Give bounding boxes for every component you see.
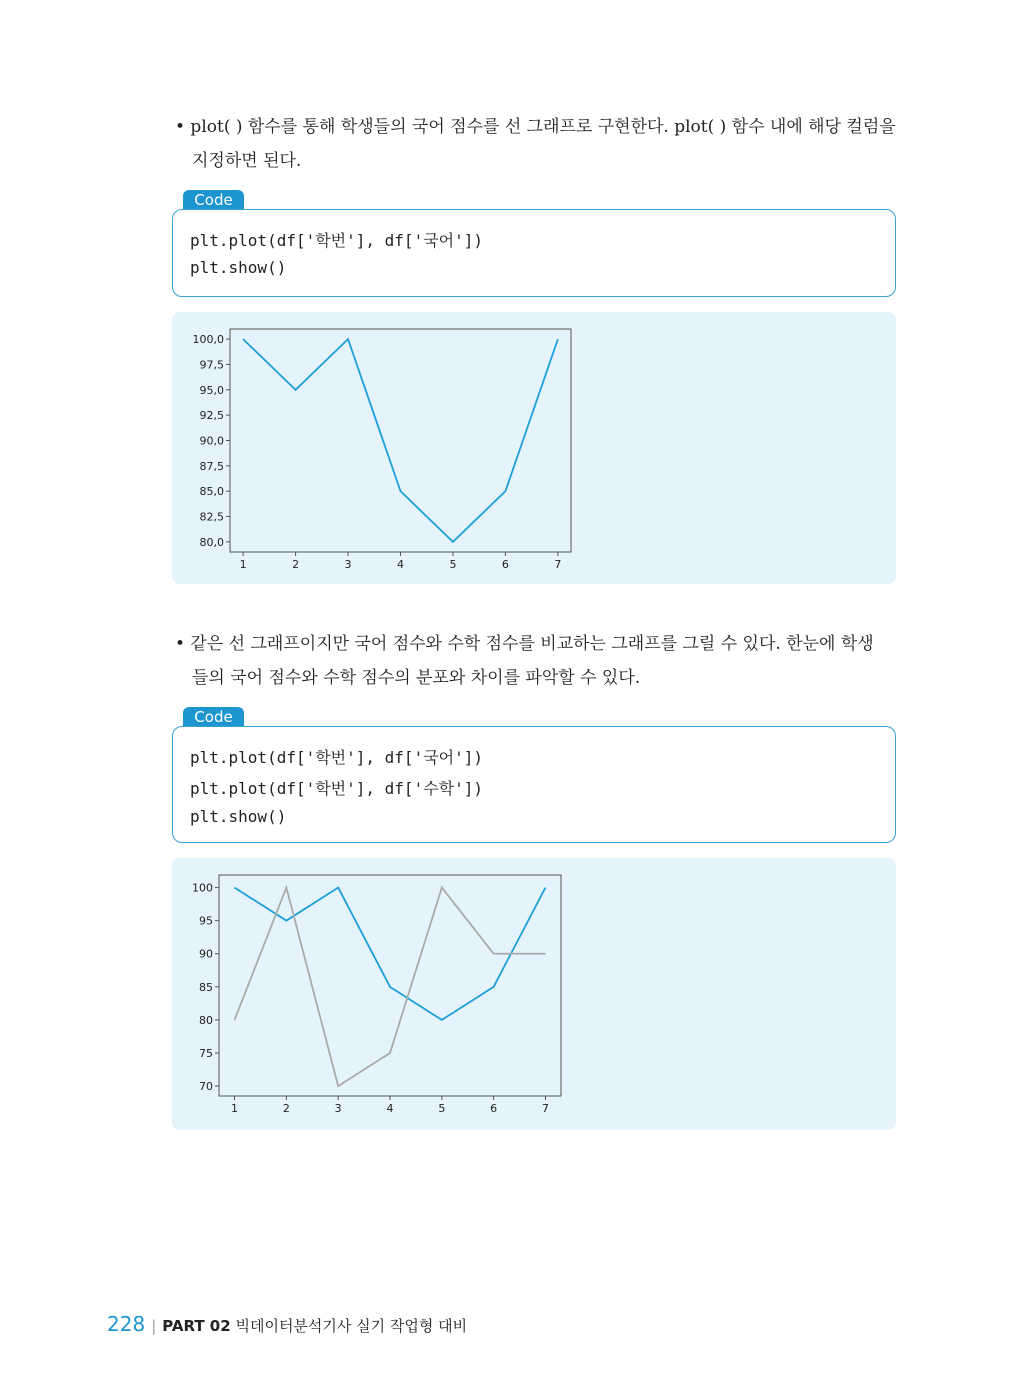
page-footer	[107, 1312, 467, 1336]
code-label-1: Code	[183, 190, 244, 210]
y-tick-label: 70	[199, 1080, 213, 1094]
page-number: 228	[107, 1312, 146, 1336]
x-tick-label: 1	[239, 558, 247, 571]
x-tick-label: 7	[554, 558, 562, 571]
y-tick-label: 95,0	[199, 383, 224, 397]
y-tick-label: 92,5	[199, 409, 224, 423]
bullet-2-line-2: 들의 국어 점수와 수학 점수의 분포와 차이를 파악할 수 있다.	[192, 668, 641, 688]
code-block-1	[172, 209, 896, 297]
y-tick-label: 90	[199, 947, 213, 961]
line-chart-2	[172, 858, 896, 1130]
bullet-paragraph-2	[175, 627, 905, 695]
y-tick-label: 80	[199, 1013, 213, 1027]
x-tick-label: 5	[449, 558, 457, 571]
x-tick-label: 3	[344, 558, 352, 571]
footer-book-title: 빅데이터분석기사 실기 작업형 대비	[235, 1317, 468, 1335]
x-tick-label: 2	[282, 1102, 290, 1115]
code-line: plt.show()	[190, 258, 287, 277]
plot-panel-2	[172, 858, 896, 1130]
plot-frame	[230, 329, 571, 552]
bullet-2-line-1: • 같은 선 그래프이지만 국어 점수와 수학 점수를 비교하는 그래프를 그릴 수 있다. 한눈에 학생	[175, 634, 874, 654]
x-tick-label: 5	[438, 1102, 446, 1115]
footer-part: PART 02	[162, 1317, 231, 1335]
bullet-1-line-1: • plot( ) 함수를 통해 학생들의 국어 점수를 선 그래프로 구현한다. plot( ) 함수 내에 해당 컬럼을	[175, 117, 896, 137]
y-tick-label: 82,5	[199, 510, 224, 524]
code-line: plt.plot(df['학번'], df['국어'])	[190, 748, 484, 767]
y-tick-label: 100	[192, 881, 213, 895]
code-block-2	[172, 726, 896, 843]
y-tick-label: 75	[199, 1046, 213, 1060]
series-line-korean	[243, 339, 558, 542]
y-tick-label: 97,5	[199, 358, 224, 372]
bullet-paragraph-1	[175, 110, 905, 178]
x-tick-label: 4	[397, 558, 404, 571]
y-tick-label: 85	[199, 980, 213, 994]
x-tick-label: 6	[501, 558, 509, 571]
footer-separator: |	[151, 1317, 157, 1335]
line-chart-1	[172, 312, 896, 584]
y-tick-label: 80,0	[199, 535, 224, 549]
x-tick-label: 2	[292, 558, 300, 571]
y-tick-label: 85,0	[199, 485, 224, 499]
bullet-1-line-2: 지정하면 된다.	[192, 151, 302, 171]
code-line: plt.show()	[190, 807, 287, 826]
x-tick-label: 7	[541, 1102, 549, 1115]
code-line: plt.plot(df['학번'], df['국어'])	[190, 231, 484, 250]
y-tick-label: 100,0	[192, 333, 224, 347]
y-tick-label: 95	[199, 914, 213, 928]
plot-panel-1	[172, 312, 896, 584]
x-tick-label: 4	[386, 1102, 394, 1115]
y-tick-label: 87,5	[199, 459, 224, 473]
y-tick-label: 90,0	[199, 434, 224, 448]
code-label-2: Code	[183, 707, 244, 727]
code-line: plt.plot(df['학번'], df['수학'])	[190, 779, 484, 798]
x-tick-label: 1	[231, 1102, 239, 1115]
x-tick-label: 6	[490, 1102, 498, 1115]
x-tick-label: 3	[334, 1102, 342, 1115]
